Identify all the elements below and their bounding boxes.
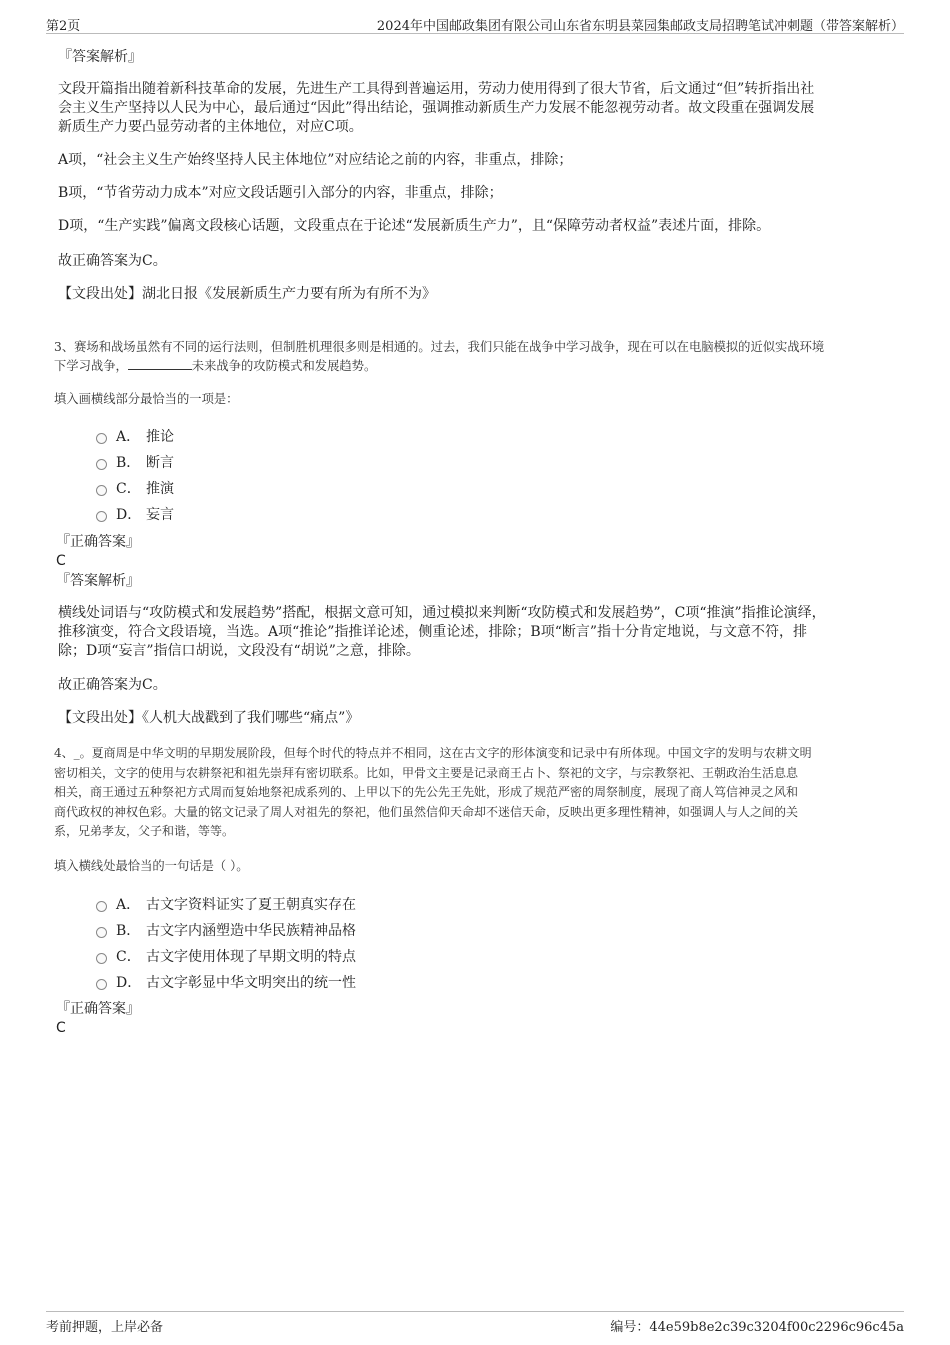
q2-analysis-text	[58, 80, 898, 137]
radio-button[interactable]	[96, 927, 107, 938]
option-text: 古文字资料证实了夏王朝真实存在	[146, 897, 356, 913]
option-text: 推论	[146, 429, 174, 445]
option-key: C．	[116, 949, 141, 965]
radio-button[interactable]	[96, 459, 107, 470]
option-text: 古文字内涵塑造中华民族精神品格	[146, 923, 356, 939]
q3-option-d[interactable]	[96, 504, 174, 524]
q4-prompt: 填入横线处最恰当的一句话是（ ）。	[54, 859, 249, 873]
q4-option-b[interactable]	[96, 920, 356, 940]
q4-answer: C	[56, 1020, 66, 1036]
option-key: C．	[116, 481, 141, 497]
q2-conclusion: 故正确答案为C。	[58, 253, 167, 269]
radio-button[interactable]	[96, 433, 107, 444]
option-text: 推演	[146, 481, 174, 497]
option-text: 古文字彰显中华文明突出的统一性	[146, 975, 356, 991]
page-header	[46, 13, 904, 34]
radio-button[interactable]	[96, 953, 107, 964]
option-key: A．	[116, 429, 141, 445]
text-line: 会主义生产坚持以人民为中心，最后通过“因此”得出结论，强调推动新质生产力发展不能忽视劳动者。故文段重在强调发展	[58, 100, 815, 116]
text-line: 除；D项“妄言”指信口胡说，文段没有“胡说”之意，排除。	[58, 643, 420, 659]
text-line: 相关，商王通过五种祭祀方式周而复始地祭祀成系列的、上甲以下的先公先王先妣，形成了规范严密的周祭制度，展现了商人笃信神灵之风和	[54, 785, 799, 799]
stem-text: 未来战争的攻防模式和发展趋势。	[191, 359, 377, 373]
q2-option-d-analysis: D项，“生产实践”偏离文段核心话题，文段重点在于论述“发展新质生产力”，且“保障劳动者权益”表述片面，排除。	[58, 218, 771, 234]
q3-option-a[interactable]	[96, 426, 174, 446]
stem-text: 下学习战争，	[54, 359, 128, 373]
q3-source: 【文段出处】《人机大战戳到了我们哪些“痛点”》	[58, 710, 360, 726]
text-line: 4、_。夏商周是中华文明的早期发展阶段，但每个时代的特点并不相同，这在古文字的形体演变和记录中有所体现。中国文字的发明与农耕文明	[54, 746, 812, 760]
q3-analysis-label: 『答案解析』	[56, 573, 140, 589]
option-key: B．	[116, 923, 141, 939]
q4-answer-label: 『正确答案』	[56, 1001, 140, 1017]
option-text: 妄言	[146, 507, 174, 523]
q3-conclusion: 故正确答案为C。	[58, 677, 167, 693]
page-footer	[46, 1311, 904, 1336]
text-line: 横线处词语与“攻防模式和发展趋势”搭配，根据文意可知，通过模拟来判断“攻防模式和发展趋势”，C项“推演”指推论演绎，	[58, 605, 826, 621]
option-key: D．	[116, 507, 142, 523]
text-line: 商代政权的神权色彩。大量的铭文记录了周人对祖先的祭祀，他们虽然信仰天命却不迷信天命，反映出更多理性精神，如强调人与人之间的关	[54, 804, 799, 819]
text-line: 新质生产力要凸显劳动者的主体地位，对应C项。	[58, 119, 363, 135]
option-text: 古文字使用体现了早期文明的特点	[146, 949, 356, 965]
q2-option-a-analysis: A项，“社会主义生产始终坚持人民主体地位”对应结论之前的内容，非重点，排除；	[58, 152, 573, 168]
footer-slogan: 考前押题，上岸必备	[46, 1320, 164, 1335]
radio-button[interactable]	[96, 511, 107, 522]
q3-analysis-text	[58, 604, 898, 661]
q4-option-c[interactable]	[96, 946, 356, 966]
q2-option-b-analysis: B项，“节省劳动力成本”对应文段话题引入部分的内容，非重点，排除；	[58, 185, 503, 201]
option-key: B．	[116, 455, 141, 471]
option-key: A．	[116, 897, 141, 913]
radio-button[interactable]	[96, 901, 107, 912]
text-line: 密切相关，文字的使用与农耕祭祀和祖先崇拜有密切联系。比如，甲骨文主要是记录商王占卜、祭祀的文字，与宗教祭祀、王朝政治生活息息	[54, 765, 799, 780]
text-line: 系，兄弟孝友，父子和谐，等等。	[54, 824, 235, 838]
text-line: 3、赛场和战场虽然有不同的运行法则，但制胜机理很多则是相通的。过去，我们只能在战争中学习战争，现在可以在电脑模拟的近似实战环境	[54, 340, 825, 354]
q3-stem	[54, 338, 900, 376]
document-id: 编号：44e59b8e2c39c3204f00c2296c96c45a	[610, 1320, 904, 1335]
q4-option-d[interactable]	[96, 972, 356, 992]
fill-blank	[128, 357, 192, 370]
q4-option-a[interactable]	[96, 894, 356, 914]
q4-stem	[54, 744, 900, 842]
text-line	[54, 357, 900, 376]
q3-option-c[interactable]	[96, 478, 174, 498]
option-text: 断言	[146, 455, 174, 471]
q2-analysis-label: 『答案解析』	[58, 49, 142, 65]
option-key: D．	[116, 975, 142, 991]
q3-option-b[interactable]	[96, 452, 174, 472]
radio-button[interactable]	[96, 979, 107, 990]
q3-prompt: 填入画横线部分最恰当的一项是：	[54, 392, 239, 406]
radio-button[interactable]	[96, 485, 107, 496]
text-line: 文段开篇指出随着新科技革命的发展，先进生产工具得到普遍运用，劳动力使用得到了很大节省，后文通过“但”转折指出社	[58, 81, 815, 97]
q3-answer-label: 『正确答案』	[56, 534, 140, 550]
document-title: 2024年中国邮政集团有限公司山东省东明县菜园集邮政支局招聘笔试冲刺题（带答案解析）	[376, 19, 904, 34]
q3-answer: C	[56, 553, 66, 569]
q2-source: 【文段出处】湖北日报《发展新质生产力要有所为有所不为》	[58, 286, 436, 302]
text-line: 推移演变，符合文段语境，当选。A项“推论”指推详论述，侧重论述，排除；B项“断言”指十分肯定地说，与文意不符，排	[58, 624, 808, 640]
page-number: 第2页	[46, 19, 81, 34]
